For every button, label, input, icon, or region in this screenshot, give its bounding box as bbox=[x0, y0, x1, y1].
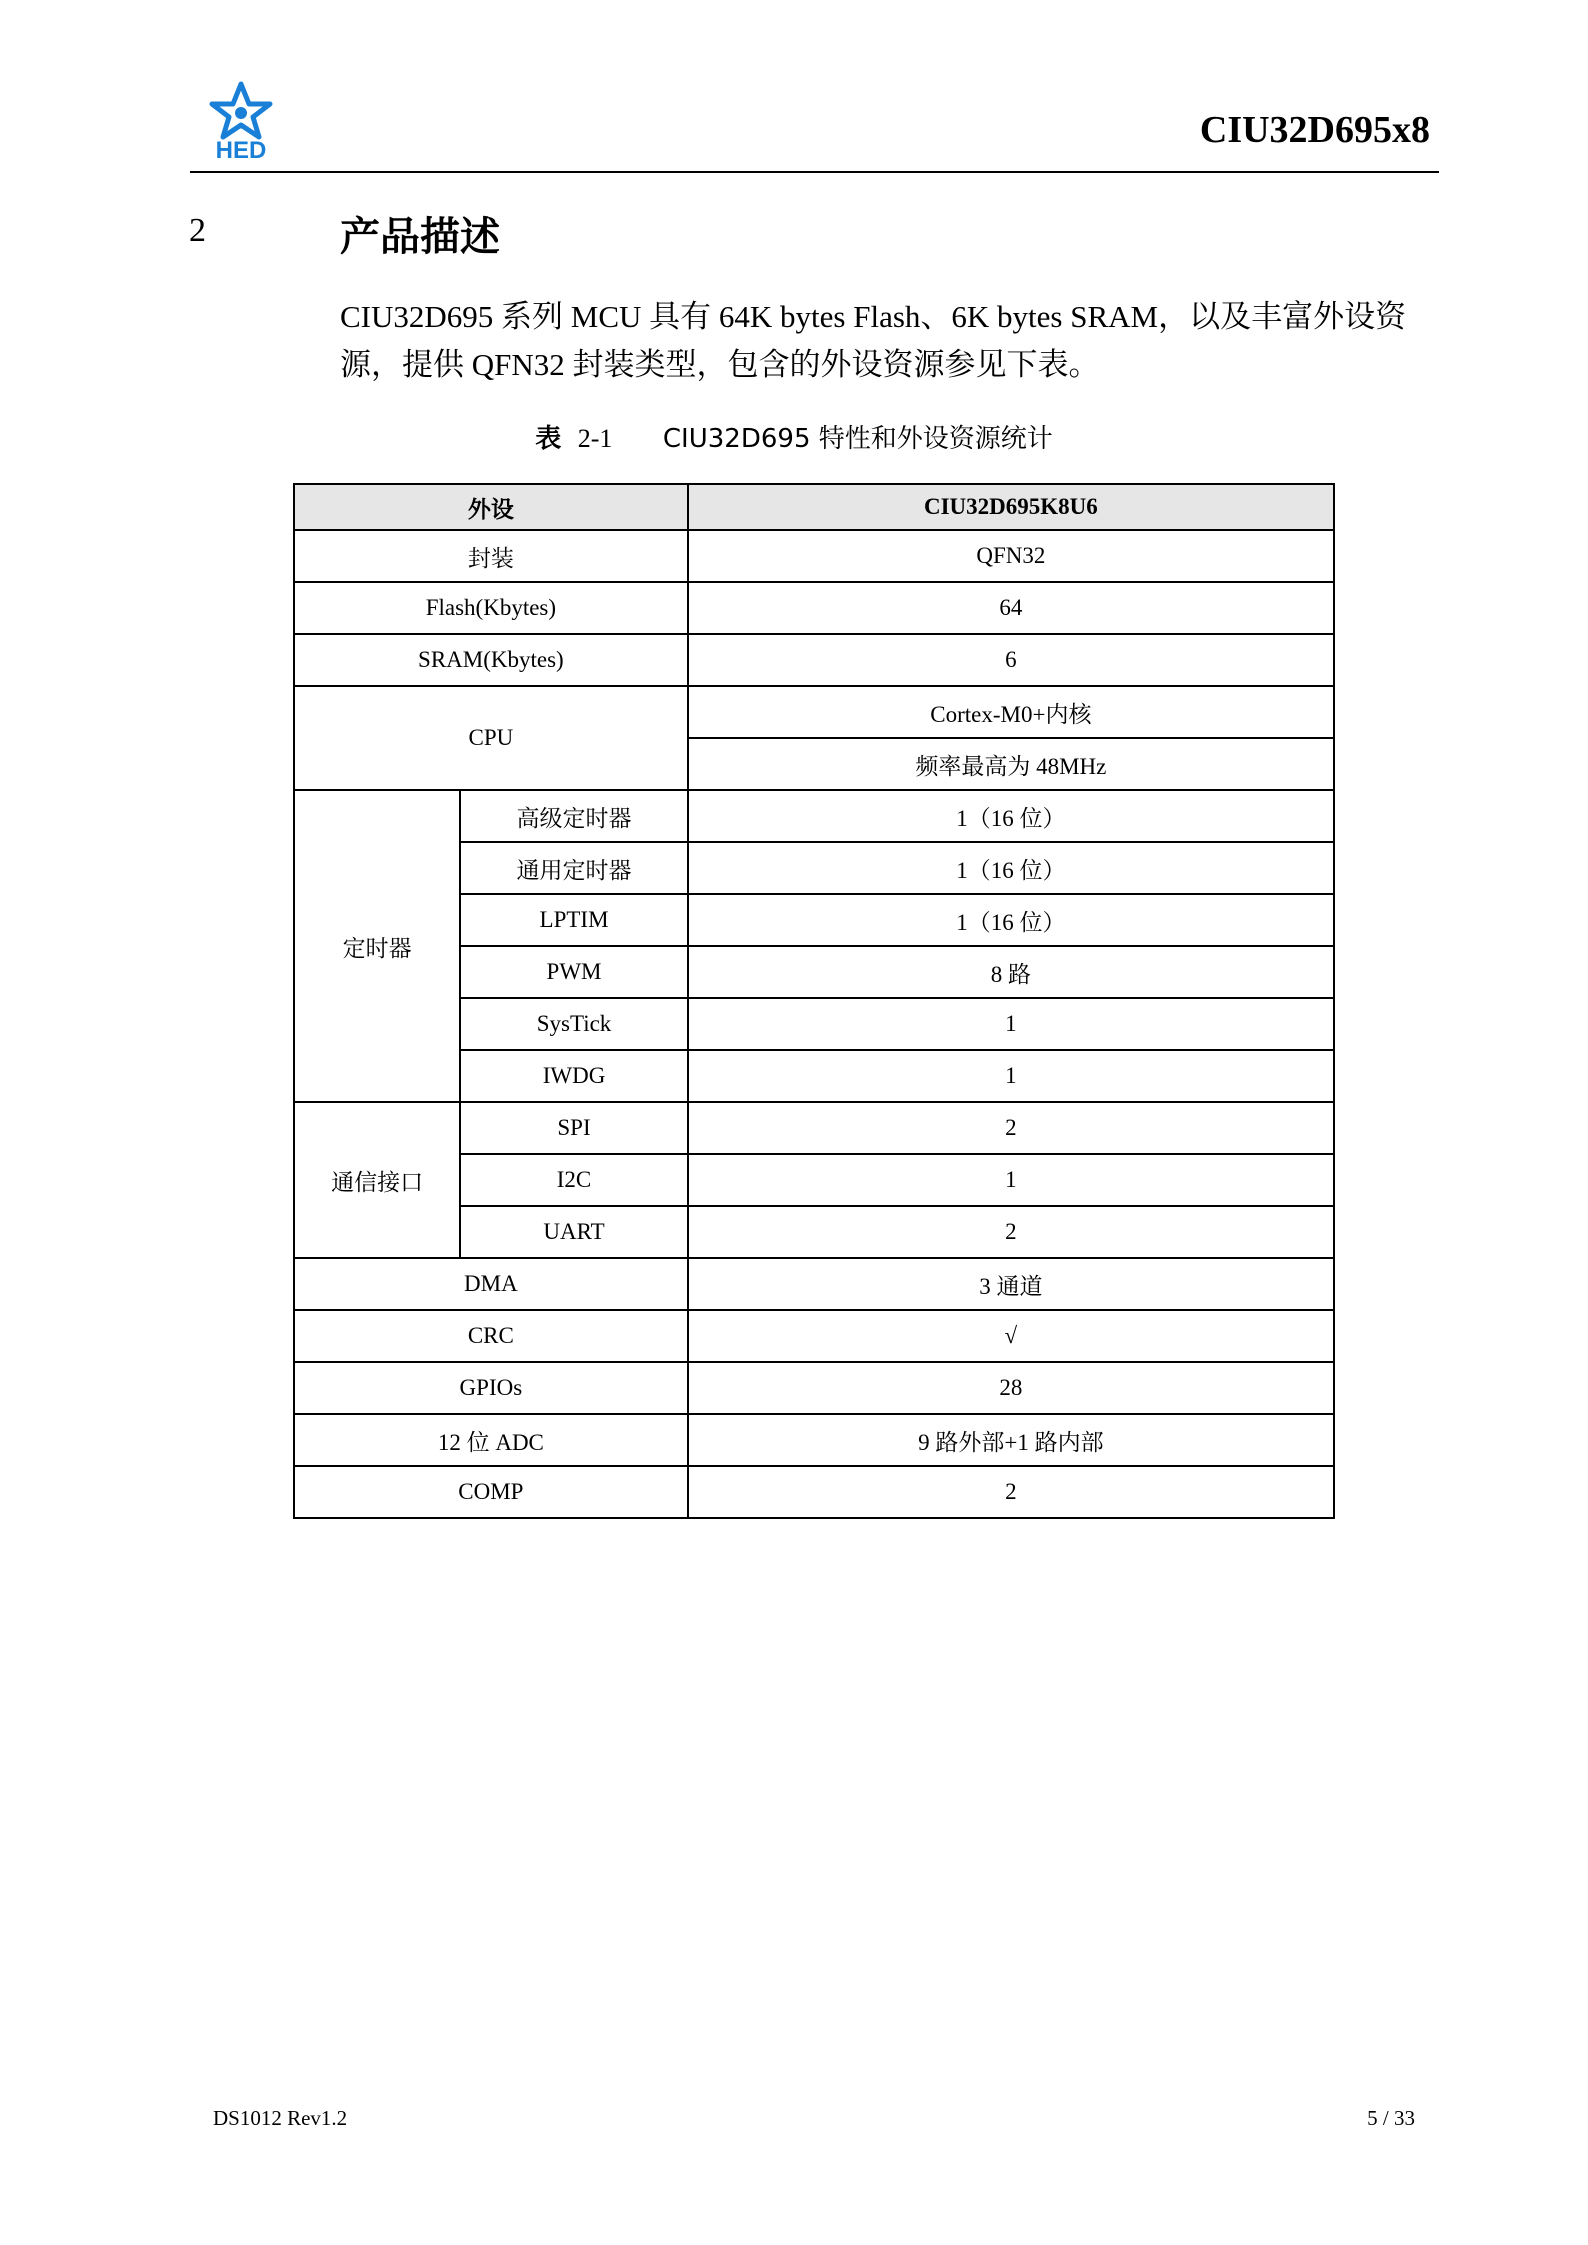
row-label: Flash(Kbytes) bbox=[294, 582, 688, 634]
row-label: COMP bbox=[294, 1466, 688, 1518]
caption-label: 表 bbox=[535, 424, 562, 454]
company-logo bbox=[204, 80, 278, 162]
row-value: 3 通道 bbox=[688, 1258, 1334, 1310]
table-row bbox=[294, 1466, 1334, 1518]
header-cell-peripheral: 外设 bbox=[294, 484, 688, 530]
row-value: 1 bbox=[688, 1050, 1334, 1102]
row-label: GPIOs bbox=[294, 1362, 688, 1414]
sub-label: 通用定时器 bbox=[460, 842, 687, 894]
table-row bbox=[294, 1414, 1334, 1466]
peripheral-table bbox=[293, 483, 1335, 1519]
row-label: CPU bbox=[294, 686, 688, 790]
sub-label: UART bbox=[460, 1206, 687, 1258]
row-value: 64 bbox=[688, 582, 1334, 634]
table-row bbox=[294, 1310, 1334, 1362]
row-value: 8 路 bbox=[688, 946, 1334, 998]
table-row bbox=[294, 790, 1334, 842]
row-label: 12 位 ADC bbox=[294, 1414, 688, 1466]
table-row bbox=[294, 686, 1334, 738]
row-value: 2 bbox=[688, 1102, 1334, 1154]
row-value: 1 bbox=[688, 998, 1334, 1050]
group-label: 通信接口 bbox=[294, 1102, 460, 1258]
table-row bbox=[294, 530, 1334, 582]
section-number: 2 bbox=[189, 212, 206, 249]
document-title: CIU32D695x8 bbox=[1199, 109, 1430, 151]
row-value: 2 bbox=[688, 1466, 1334, 1518]
table-row bbox=[294, 1362, 1334, 1414]
row-value: 1（16 位） bbox=[688, 790, 1334, 842]
sub-label: IWDG bbox=[460, 1050, 687, 1102]
paragraph-line: CIU32D695 系列 MCU 具有 64K bytes Flash、6K bytes SRAM，以及丰富外设资 bbox=[340, 299, 1407, 334]
group-label: 定时器 bbox=[294, 790, 460, 1102]
row-label: DMA bbox=[294, 1258, 688, 1310]
sub-label: LPTIM bbox=[460, 894, 687, 946]
sub-label: 高级定时器 bbox=[460, 790, 687, 842]
row-value: 频率最高为 48MHz bbox=[688, 738, 1334, 790]
table-row bbox=[294, 1102, 1334, 1154]
sub-label: SPI bbox=[460, 1102, 687, 1154]
row-value: 2 bbox=[688, 1206, 1334, 1258]
sub-label: SysTick bbox=[460, 998, 687, 1050]
row-value: Cortex-M0+内核 bbox=[688, 686, 1334, 738]
table-caption bbox=[0, 418, 1588, 455]
section-paragraph bbox=[340, 293, 1440, 389]
footer-page-number: 5 / 33 bbox=[1367, 2106, 1415, 2130]
row-value: 1（16 位） bbox=[688, 894, 1334, 946]
header-divider bbox=[190, 171, 1439, 173]
row-label: SRAM(Kbytes) bbox=[294, 634, 688, 686]
row-value: 28 bbox=[688, 1362, 1334, 1414]
paragraph-line: 源，提供 QFN32 封装类型，包含的外设资源参见下表。 bbox=[340, 347, 1100, 382]
table-row bbox=[294, 634, 1334, 686]
table-row bbox=[294, 1258, 1334, 1310]
caption-text: CIU32D695 特性和外设资源统计 bbox=[662, 424, 1053, 454]
row-value: QFN32 bbox=[688, 530, 1334, 582]
row-value: 1 bbox=[688, 1154, 1334, 1206]
row-label: 封装 bbox=[294, 530, 688, 582]
logo-text: HED bbox=[215, 137, 267, 162]
header-cell-part: CIU32D695K8U6 bbox=[688, 484, 1334, 530]
row-label: CRC bbox=[294, 1310, 688, 1362]
row-value: 6 bbox=[688, 634, 1334, 686]
row-value: √ bbox=[688, 1310, 1334, 1362]
sub-label: I2C bbox=[460, 1154, 687, 1206]
footer-doc-id: DS1012 Rev1.2 bbox=[213, 2106, 348, 2130]
row-value: 9 路外部+1 路内部 bbox=[688, 1414, 1334, 1466]
section-title: 产品描述 bbox=[340, 214, 500, 260]
row-value: 1（16 位） bbox=[688, 842, 1334, 894]
table-header-row bbox=[294, 484, 1334, 530]
caption-number: 2-1 bbox=[577, 424, 613, 453]
table-row bbox=[294, 582, 1334, 634]
sub-label: PWM bbox=[460, 946, 687, 998]
